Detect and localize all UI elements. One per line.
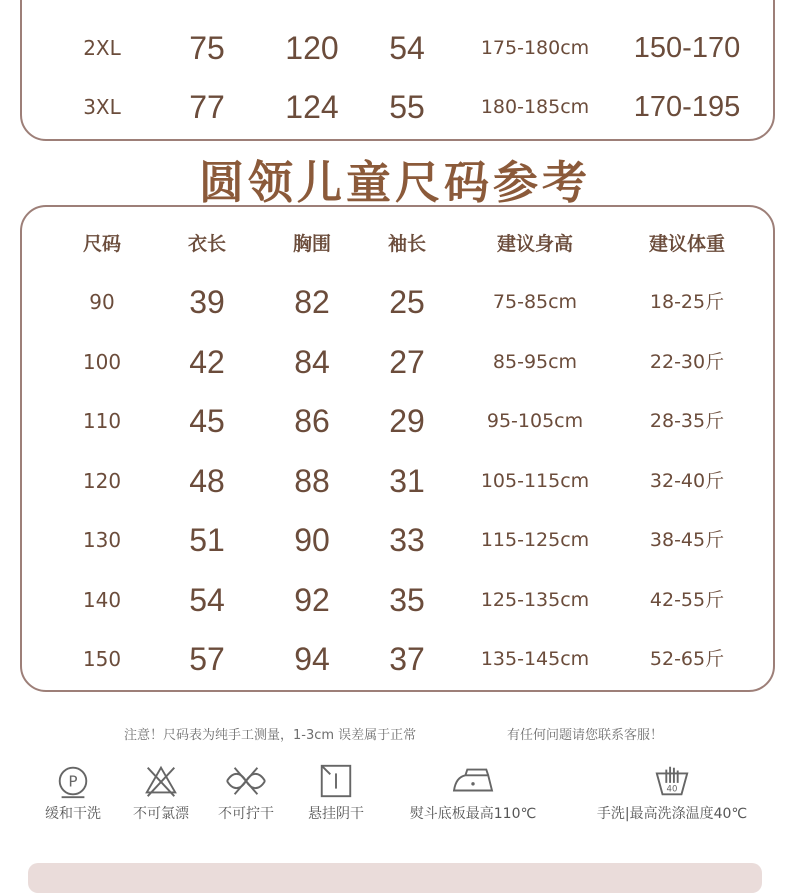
size-cell: 150 [82, 647, 122, 671]
table-row [22, 520, 777, 560]
header-sleeve: 袖长 [387, 233, 426, 255]
table-row [22, 639, 777, 679]
height-cell: 175-180cm [480, 37, 590, 59]
care-label: 不可氯漂 [133, 806, 189, 822]
height-cell: 85-95cm [492, 350, 578, 373]
height-cell: 115-125cm [480, 529, 590, 551]
care-label: 熨斗底板最高110℃ [409, 806, 537, 822]
sleeve-cell: 29 [389, 403, 425, 439]
contact-note: 有任何问题请您联系客服！ [507, 728, 664, 743]
svg-text:P: P [68, 772, 78, 791]
care-label: 悬挂阴干 [308, 806, 364, 822]
weight-cell: 52-65斤 [649, 648, 725, 670]
size-cell: 120 [82, 468, 122, 493]
length-cell: 75 [189, 30, 225, 66]
table-header-row [22, 224, 777, 264]
weight-cell: 150-170 [633, 32, 741, 64]
table-row [22, 282, 777, 322]
iron-icon [448, 762, 498, 800]
care-label: 手洗|最高洗涤温度40℃ [596, 806, 748, 822]
sleeve-cell: 55 [389, 89, 425, 125]
care-item [38, 762, 108, 823]
sleeve-cell: 54 [389, 30, 425, 66]
care-item [210, 762, 282, 823]
sleeve-cell: 25 [389, 284, 425, 320]
length-cell: 57 [189, 641, 225, 677]
weight-cell: 170-195 [633, 91, 741, 123]
table-row [22, 28, 777, 68]
size-cell: 90 [89, 290, 115, 314]
height-cell: 105-115cm [480, 469, 590, 492]
chest-cell: 94 [294, 641, 330, 677]
weight-cell: 32-40斤 [649, 469, 725, 492]
size-cell: 140 [82, 587, 122, 612]
chest-cell: 88 [294, 462, 330, 499]
height-cell: 125-135cm [480, 588, 590, 611]
height-cell: 180-185cm [480, 96, 590, 118]
table-row [22, 401, 777, 441]
care-item [398, 762, 548, 823]
header-weight: 建议体重 [648, 233, 725, 255]
table-row [22, 580, 777, 620]
no-bleach-icon [142, 762, 180, 800]
measure-note: 注意！尺码表为纯手工测量，1-3cm 误差属于正常 [124, 728, 417, 743]
gentle-dry-clean-icon [54, 762, 92, 800]
adult-size-table [20, 0, 775, 141]
weight-cell: 18-25斤 [649, 291, 725, 313]
size-cell: 3XL [83, 95, 121, 119]
weight-cell: 28-35斤 [649, 410, 725, 432]
chest-cell: 90 [294, 522, 330, 558]
table-row [22, 461, 777, 501]
size-cell: 110 [82, 409, 122, 433]
weight-cell: 42-55斤 [649, 588, 725, 611]
length-cell: 54 [189, 581, 225, 618]
care-item [126, 762, 196, 823]
no-wring-icon [221, 762, 271, 800]
care-item [582, 762, 762, 823]
length-cell: 51 [189, 522, 225, 558]
length-cell: 48 [189, 462, 225, 499]
size-cell: 100 [82, 349, 122, 374]
height-cell: 75-85cm [492, 291, 578, 313]
table-row [22, 342, 777, 382]
length-cell: 77 [189, 89, 225, 125]
chest-cell: 82 [294, 284, 330, 320]
size-cell: 130 [82, 528, 122, 552]
chest-cell: 124 [285, 89, 339, 125]
hang-dry-shade-icon [317, 762, 355, 800]
care-label: 缓和干洗 [45, 806, 101, 822]
sleeve-cell: 35 [389, 581, 425, 618]
bottom-banner [28, 863, 762, 893]
chest-cell: 120 [285, 30, 339, 66]
sleeve-cell: 33 [389, 522, 425, 558]
kids-size-title: 圆领儿童尺码参考 [198, 156, 591, 209]
height-cell: 135-145cm [480, 648, 590, 670]
header-height: 建议身高 [496, 233, 573, 255]
height-cell: 95-105cm [486, 410, 584, 432]
length-cell: 39 [189, 284, 225, 320]
length-cell: 45 [189, 403, 225, 439]
weight-cell: 22-30斤 [649, 350, 725, 373]
chest-cell: 86 [294, 403, 330, 439]
hand-wash-icon [653, 762, 691, 800]
sleeve-cell: 37 [389, 641, 425, 677]
sleeve-cell: 31 [389, 462, 425, 499]
header-length: 衣长 [187, 233, 226, 255]
kids-size-table [20, 205, 775, 692]
header-chest: 胸围 [292, 233, 331, 255]
length-cell: 42 [189, 343, 225, 380]
table-row [22, 87, 777, 127]
weight-cell: 38-45斤 [649, 529, 725, 551]
chest-cell: 84 [294, 343, 330, 380]
sleeve-cell: 27 [389, 343, 425, 380]
size-cell: 2XL [83, 36, 121, 60]
chest-cell: 92 [294, 581, 330, 618]
svg-text:40: 40 [666, 784, 678, 795]
header-size: 尺码 [82, 233, 121, 255]
care-label: 不可拧干 [218, 806, 274, 822]
care-item [300, 762, 372, 823]
